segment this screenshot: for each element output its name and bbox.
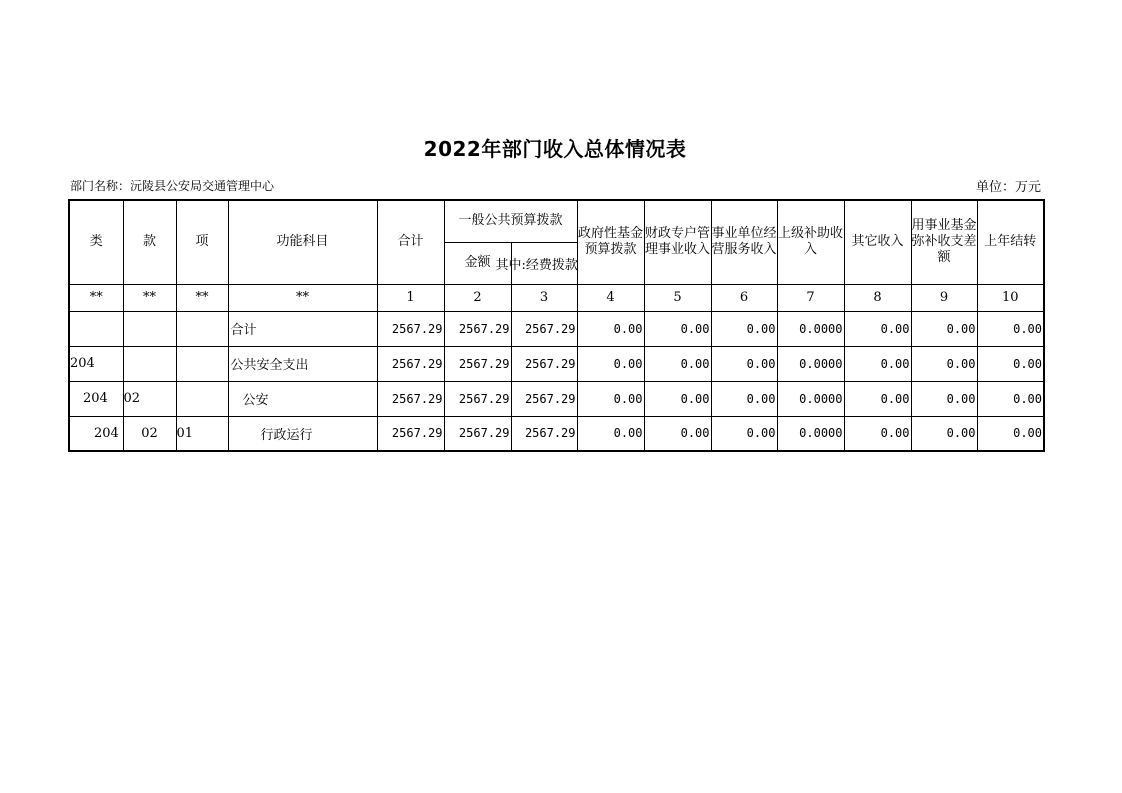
index-cell: 3 bbox=[511, 284, 577, 311]
cell-other-income: 0.00 bbox=[844, 346, 911, 381]
cell-lei bbox=[69, 381, 123, 416]
cell-superior-subsidy: 0.0000 bbox=[777, 346, 844, 381]
cell-business-service: 0.00 bbox=[711, 346, 777, 381]
cell-subject bbox=[228, 346, 377, 381]
cell-business-service: 0.00 bbox=[711, 381, 777, 416]
header-fiscal-special: 财政专户管理事业收入 bbox=[644, 200, 711, 284]
header-of-which-label: 其中:经费拨款 bbox=[495, 257, 578, 273]
cell-last-year: 0.00 bbox=[977, 311, 1044, 346]
cell-xiang bbox=[176, 346, 228, 381]
cell-of-which: 2567.29 bbox=[511, 416, 577, 451]
subject-label: 公安 bbox=[242, 393, 269, 408]
index-cell: 8 bbox=[844, 284, 911, 311]
cell-lei bbox=[69, 311, 123, 346]
cell-gov-fund: 0.00 bbox=[577, 416, 644, 451]
unit-label: 单位：万元 bbox=[975, 180, 1041, 195]
table-row bbox=[69, 381, 1044, 416]
cell-gov-fund: 0.00 bbox=[577, 311, 644, 346]
cell-last-year: 0.00 bbox=[977, 416, 1044, 451]
cell-total: 2567.29 bbox=[377, 416, 444, 451]
department-name: 部门名称：沅陵县公安局交通管理中心 bbox=[70, 179, 275, 193]
cell-of-which: 2567.29 bbox=[511, 311, 577, 346]
cell-amount: 2567.29 bbox=[444, 416, 511, 451]
header-business-service: 事业单位经营服务收入 bbox=[711, 200, 777, 284]
index-row bbox=[69, 284, 1044, 311]
cell-subject bbox=[228, 381, 377, 416]
table-row bbox=[69, 311, 1044, 346]
cell-fund-offset: 0.00 bbox=[911, 416, 977, 451]
cell-other-income: 0.00 bbox=[844, 311, 911, 346]
index-cell: ** bbox=[123, 284, 176, 311]
index-cell: 4 bbox=[577, 284, 644, 311]
index-cell: 9 bbox=[911, 284, 977, 311]
cell-fund-offset: 0.00 bbox=[911, 381, 977, 416]
header-amount: 金额 bbox=[444, 242, 511, 284]
index-cell: 5 bbox=[644, 284, 711, 311]
index-cell: ** bbox=[69, 284, 123, 311]
cell-total: 2567.29 bbox=[377, 311, 444, 346]
cell-subject bbox=[228, 311, 377, 346]
cell-kuan bbox=[123, 311, 176, 346]
index-cell: 10 bbox=[977, 284, 1044, 311]
index-cell: 1 bbox=[377, 284, 444, 311]
header-subject: 功能科目 bbox=[228, 200, 377, 284]
header-of-which bbox=[495, 242, 578, 284]
cell-xiang bbox=[176, 311, 228, 346]
lei-label: 204 bbox=[83, 391, 108, 406]
cell-of-which: 2567.29 bbox=[511, 346, 577, 381]
cell-kuan bbox=[123, 346, 176, 381]
cell-gov-fund: 0.00 bbox=[577, 346, 644, 381]
cell-fiscal-special: 0.00 bbox=[644, 416, 711, 451]
header-general-budget: 一般公共预算拨款 bbox=[444, 200, 577, 242]
index-cell: 2 bbox=[444, 284, 511, 311]
cell-last-year: 0.00 bbox=[977, 381, 1044, 416]
header-xiang: 项 bbox=[176, 200, 228, 284]
cell-business-service: 0.00 bbox=[711, 416, 777, 451]
subject-label: 公共安全支出 bbox=[230, 358, 309, 373]
cell-other-income: 0.00 bbox=[844, 381, 911, 416]
cell-fiscal-special: 0.00 bbox=[644, 311, 711, 346]
cell-fund-offset: 0.00 bbox=[911, 346, 977, 381]
page-title: 2022年部门收入总体情况表 bbox=[423, 137, 687, 161]
index-cell: 6 bbox=[711, 284, 777, 311]
cell-lei bbox=[69, 416, 123, 451]
table-row bbox=[69, 346, 1044, 381]
index-cell: ** bbox=[176, 284, 228, 311]
cell-fund-offset: 0.00 bbox=[911, 311, 977, 346]
header-fund-offset: 用事业基金弥补收支差额 bbox=[911, 200, 977, 284]
cell-of-which: 2567.29 bbox=[511, 381, 577, 416]
cell-last-year: 0.00 bbox=[977, 346, 1044, 381]
cell-amount: 2567.29 bbox=[444, 311, 511, 346]
header-other-income: 其它收入 bbox=[844, 200, 911, 284]
cell-superior-subsidy: 0.0000 bbox=[777, 381, 844, 416]
cell-superior-subsidy: 0.0000 bbox=[777, 416, 844, 451]
cell-total: 2567.29 bbox=[377, 346, 444, 381]
cell-kuan: 02 bbox=[123, 416, 176, 451]
cell-subject bbox=[228, 416, 377, 451]
cell-xiang: 01 bbox=[176, 416, 228, 451]
subject-label: 行政运行 bbox=[260, 427, 313, 443]
index-cell: 7 bbox=[777, 284, 844, 311]
table-row bbox=[69, 416, 1044, 451]
cell-superior-subsidy: 0.0000 bbox=[777, 311, 844, 346]
header-superior-subsidy: 上级补助收入 bbox=[777, 200, 844, 284]
header-last-year: 上年结转 bbox=[977, 200, 1044, 284]
header-kuan: 款 bbox=[123, 200, 176, 284]
header-total: 合计 bbox=[377, 200, 444, 284]
income-table bbox=[68, 199, 1045, 452]
header-gov-fund: 政府性基金预算拨款 bbox=[577, 200, 644, 284]
cell-other-income: 0.00 bbox=[844, 416, 911, 451]
subject-label: 合计 bbox=[230, 323, 257, 338]
cell-amount: 2567.29 bbox=[444, 381, 511, 416]
cell-total: 2567.29 bbox=[377, 381, 444, 416]
cell-xiang bbox=[176, 381, 228, 416]
cell-fiscal-special: 0.00 bbox=[644, 346, 711, 381]
cell-business-service: 0.00 bbox=[711, 311, 777, 346]
cell-fiscal-special: 0.00 bbox=[644, 381, 711, 416]
index-cell: ** bbox=[228, 284, 377, 311]
cell-gov-fund: 0.00 bbox=[577, 381, 644, 416]
cell-lei: 204 bbox=[69, 346, 123, 381]
header-lei: 类 bbox=[69, 200, 123, 284]
cell-amount: 2567.29 bbox=[444, 346, 511, 381]
cell-kuan: 02 bbox=[123, 381, 176, 416]
lei-label: 204 bbox=[94, 425, 119, 441]
